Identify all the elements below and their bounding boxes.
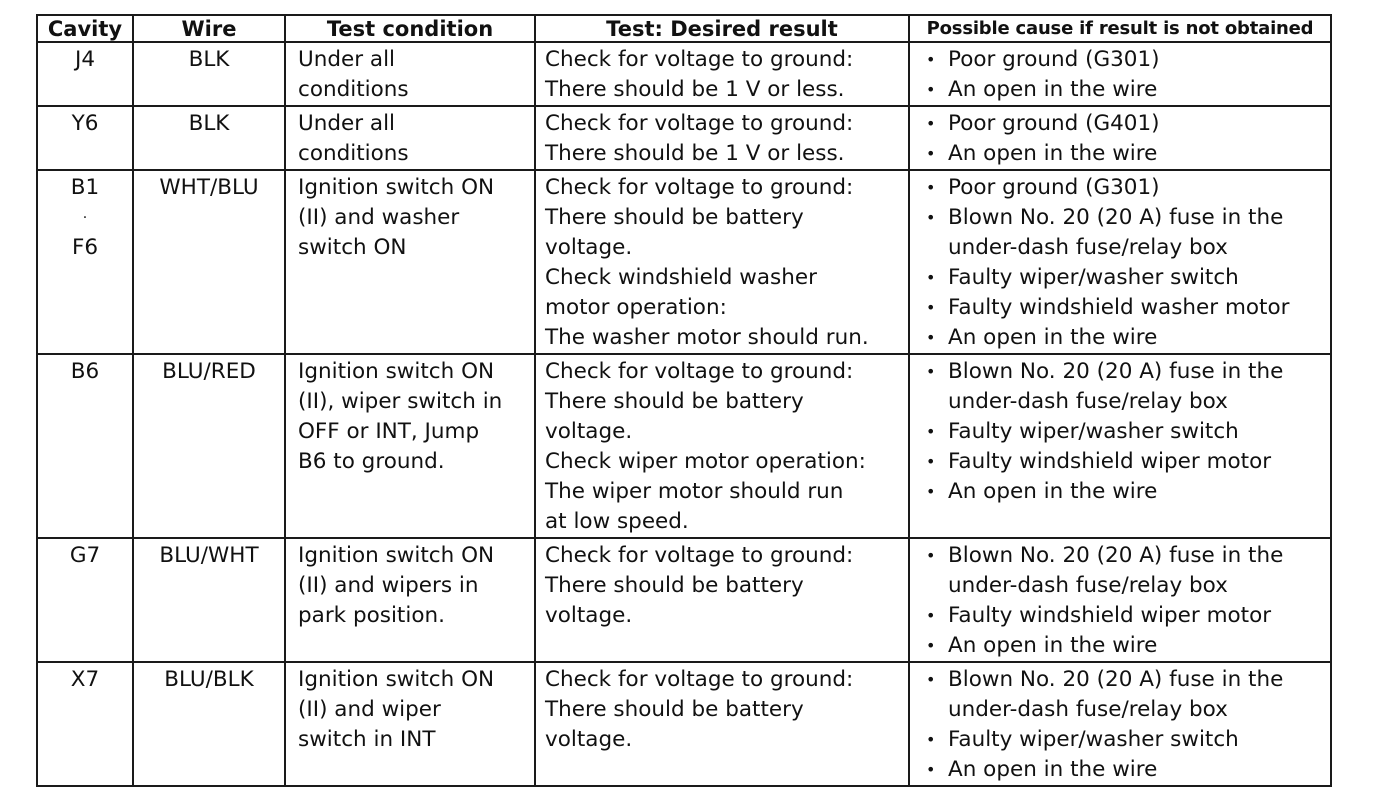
test-condition-line: (II) and wipers in [298,573,479,598]
test-condition-line: park position. [298,603,445,628]
desired-result-line: Check for voltage to ground: [545,543,854,568]
test-condition-line: Ignition switch ON [298,667,495,692]
desired-result-cell [535,662,909,786]
wire-cell [133,106,285,170]
desired-result-line: voltage. [545,419,633,444]
desired-result-line: voltage. [545,235,633,260]
desired-result-line: The wiper motor should run [545,479,844,504]
cavity-label: J4 [74,47,96,72]
test-condition-cell [285,170,535,354]
possible-cause-cell [909,106,1331,170]
possible-cause-item: • An open in the wire [924,139,1326,169]
desired-result-line: voltage. [545,603,633,628]
table-body [37,42,1331,786]
wire-color: WHT/BLU [159,175,259,200]
test-condition-line: Under all [298,47,396,72]
possible-cause-item: • Blown No. 20 (20 A) fuse in the under-dash fuse/relay box [924,203,1326,263]
desired-result-line: Check for voltage to ground: [545,667,854,692]
desired-result-line: There should be 1 V or less. [545,77,845,102]
test-condition-line: Ignition switch ON [298,359,495,384]
possible-cause-item: • Blown No. 20 (20 A) fuse in the under-dash fuse/relay box [924,357,1326,417]
cavity-separator: · [82,210,88,226]
desired-result-line: Check windshield washer [545,265,817,290]
test-condition-line: B6 to ground. [298,449,445,474]
possible-cause-item: • Blown No. 20 (20 A) fuse in the under-dash fuse/relay box [924,665,1326,725]
cavity-cell [37,662,133,786]
desired-result-line: motor operation: [545,295,727,320]
cavity-label: B1 [70,175,100,200]
test-condition-line: (II), wiper switch in [298,389,503,414]
header-test-condition: Test condition [285,15,535,42]
cavity-label: B6 [70,359,100,384]
test-condition-line: conditions [298,141,409,166]
possible-cause-cell [909,662,1331,786]
test-condition-line: (II) and wiper [298,697,441,722]
cavity-label: G7 [69,543,101,568]
possible-cause-cell [909,42,1331,106]
wire-cell [133,354,285,538]
header-row [37,15,1331,42]
desired-result-cell [535,538,909,662]
desired-result-line: voltage. [545,727,633,752]
test-condition-cell [285,354,535,538]
desired-result-line: The washer motor should run. [545,325,869,350]
desired-result-line: There should be battery [545,389,804,414]
desired-result-line: Check for voltage to ground: [545,111,854,136]
desired-result-cell [535,106,909,170]
possible-cause-cell [909,538,1331,662]
possible-cause-item: • Poor ground (G301) [924,45,1326,75]
desired-result-cell [535,42,909,106]
wire-cell [133,170,285,354]
test-condition-cell [285,42,535,106]
possible-cause-list [924,541,1326,661]
desired-result-cell [535,170,909,354]
wire-color: BLK [188,47,230,72]
cavity-cell [37,106,133,170]
possible-cause-list [924,173,1326,353]
possible-cause-list [924,665,1326,785]
test-condition-line: conditions [298,77,409,102]
possible-cause-item: • An open in the wire [924,323,1326,353]
possible-cause-cell [909,170,1331,354]
test-condition-line: Under all [298,111,396,136]
possible-cause-item: • Faulty windshield wiper motor [924,447,1326,477]
cavity-cell [37,538,133,662]
test-condition-line: Ignition switch ON [298,543,495,568]
test-condition-line: Ignition switch ON [298,175,495,200]
cavity-cell [37,354,133,538]
wire-color: BLU/RED [162,359,256,384]
possible-cause-cell [909,354,1331,538]
desired-result-line: Check wiper motor operation: [545,449,866,474]
possible-cause-item: • An open in the wire [924,631,1326,661]
desired-result-line: Check for voltage to ground: [545,175,854,200]
cavity-label: F6 [71,235,99,260]
cavity-label: X7 [70,667,100,692]
wire-color: BLU/BLK [164,667,254,692]
desired-result-line: There should be 1 V or less. [545,141,845,166]
header-desired-result: Test: Desired result [535,15,909,42]
wire-cell [133,538,285,662]
possible-cause-item: • Faulty windshield wiper motor [924,601,1326,631]
wire-cell [133,662,285,786]
table-row [37,662,1331,786]
header-possible-cause: Possible cause if result is not obtained [909,15,1331,42]
wire-cell [133,42,285,106]
table-row [37,42,1331,106]
test-condition-line: switch in INT [298,727,436,752]
desired-result-line: Check for voltage to ground: [545,359,854,384]
header-wire: Wire [133,15,285,42]
possible-cause-item: • Faulty wiper/washer switch [924,725,1326,755]
cavity-label: Y6 [71,111,99,136]
cavity-cell [37,42,133,106]
possible-cause-item: • Faulty wiper/washer switch [924,263,1326,293]
table-row [37,354,1331,538]
possible-cause-item: • An open in the wire [924,477,1326,507]
possible-cause-item: • Poor ground (G301) [924,173,1326,203]
table-row [37,106,1331,170]
wire-color: BLU/WHT [159,543,259,568]
possible-cause-item: • An open in the wire [924,75,1326,105]
possible-cause-list [924,357,1326,507]
desired-result-line: at low speed. [545,509,689,534]
test-condition-line: (II) and washer [298,205,460,230]
table-row [37,538,1331,662]
possible-cause-item: • Faulty wiper/washer switch [924,417,1326,447]
troubleshooting-table [36,14,1332,787]
possible-cause-list [924,109,1326,169]
test-condition-line: switch ON [298,235,407,260]
test-condition-line: OFF or INT, Jump [298,419,480,444]
header-cavity: Cavity [37,15,133,42]
table-row [37,170,1331,354]
desired-result-cell [535,354,909,538]
desired-result-line: There should be battery [545,573,804,598]
possible-cause-item: • Poor ground (G401) [924,109,1326,139]
test-condition-cell [285,662,535,786]
desired-result-line: There should be battery [545,205,804,230]
possible-cause-item: • An open in the wire [924,755,1326,785]
possible-cause-list [924,45,1326,105]
test-condition-cell [285,106,535,170]
possible-cause-item: • Faulty windshield washer motor [924,293,1326,323]
possible-cause-item: • Blown No. 20 (20 A) fuse in the under-dash fuse/relay box [924,541,1326,601]
wire-color: BLK [188,111,230,136]
desired-result-line: There should be battery [545,697,804,722]
desired-result-line: Check for voltage to ground: [545,47,854,72]
cavity-cell [37,170,133,354]
test-condition-cell [285,538,535,662]
